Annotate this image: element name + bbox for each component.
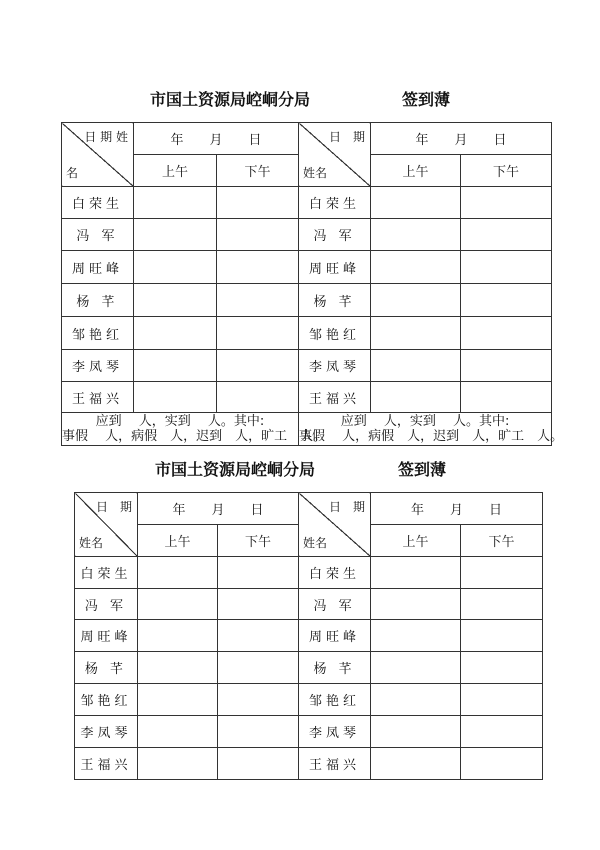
name-cell: 王福兴	[299, 748, 371, 780]
name-cell: 白荣生	[62, 187, 134, 219]
pm-sign-cell[interactable]	[217, 219, 299, 251]
am-sign-cell[interactable]	[371, 350, 461, 382]
sheet1-left-summary	[62, 413, 327, 446]
am-sign-cell[interactable]	[134, 251, 217, 284]
name-cell: 周旺峰	[75, 620, 138, 652]
summary-line-1: 应到 人，实到 人。其中:	[340, 414, 510, 429]
am-sign-cell[interactable]	[138, 684, 218, 716]
name-cell: 杨 芊	[62, 284, 134, 317]
pm-sign-cell[interactable]	[461, 219, 552, 251]
sheet2-right-date-line[interactable]: 年 月 日	[371, 493, 543, 525]
name-cell: 邹艳红	[299, 317, 371, 350]
pm-sign-cell[interactable]	[461, 716, 543, 748]
am-header: 上午	[371, 155, 461, 187]
pm-sign-cell[interactable]	[461, 652, 543, 684]
am-sign-cell[interactable]	[134, 219, 217, 251]
pm-sign-cell[interactable]	[218, 716, 299, 748]
am-sign-cell[interactable]	[138, 748, 218, 780]
am-sign-cell[interactable]	[138, 652, 218, 684]
pm-sign-cell[interactable]	[461, 251, 552, 284]
name-cell: 王福兴	[299, 382, 371, 413]
pm-sign-cell[interactable]	[218, 684, 299, 716]
am-sign-cell[interactable]	[138, 557, 218, 589]
pm-sign-cell[interactable]	[217, 317, 299, 350]
sheet1-title: 市国土资源局崆峒分局	[150, 90, 311, 109]
pm-sign-cell[interactable]	[218, 620, 299, 652]
pm-sign-cell[interactable]	[218, 748, 299, 780]
sheet1-table	[61, 122, 564, 446]
pm-header: 下午	[218, 525, 299, 557]
sheet2-title: 市国土资源局崆峒分局	[155, 460, 316, 479]
name-cell: 冯 军	[299, 589, 371, 620]
am-sign-cell[interactable]	[371, 620, 461, 652]
pm-sign-cell[interactable]	[217, 350, 299, 382]
date-label: 日 期 姓	[84, 130, 128, 144]
am-sign-cell[interactable]	[134, 350, 217, 382]
name-cell: 邹艳红	[62, 317, 134, 350]
am-header: 上午	[138, 525, 218, 557]
am-sign-cell[interactable]	[134, 284, 217, 317]
am-sign-cell[interactable]	[371, 317, 461, 350]
sheet1-right-date-line[interactable]: 年 月 日	[371, 123, 552, 155]
am-sign-cell[interactable]	[371, 284, 461, 317]
pm-sign-cell[interactable]	[461, 684, 543, 716]
pm-sign-cell[interactable]	[461, 748, 543, 780]
name-cell: 李凤琴	[299, 716, 371, 748]
sheet1-right-summary	[299, 413, 564, 446]
name-label: 姓名	[303, 166, 328, 180]
am-sign-cell[interactable]	[138, 589, 218, 620]
pm-sign-cell[interactable]	[461, 620, 543, 652]
name-cell: 王福兴	[75, 748, 138, 780]
name-cell: 冯 军	[62, 219, 134, 251]
name-cell: 白荣生	[75, 557, 138, 589]
am-sign-cell[interactable]	[134, 382, 217, 413]
am-sign-cell[interactable]	[134, 187, 217, 219]
name-cell: 周旺峰	[62, 251, 134, 284]
am-sign-cell[interactable]	[138, 716, 218, 748]
am-sign-cell[interactable]	[371, 251, 461, 284]
am-sign-cell[interactable]	[371, 589, 461, 620]
sheet2-left-date-line[interactable]: 年 月 日	[138, 493, 299, 525]
am-sign-cell[interactable]	[371, 187, 461, 219]
name-cell: 周旺峰	[299, 620, 371, 652]
pm-sign-cell[interactable]	[461, 589, 543, 620]
name-cell: 李凤琴	[75, 716, 138, 748]
name-cell: 杨 芊	[75, 652, 138, 684]
sheet2-table	[74, 492, 543, 780]
pm-header: 下午	[461, 155, 552, 187]
sheet2-right-header-cell	[299, 493, 371, 557]
pm-sign-cell[interactable]	[217, 251, 299, 284]
am-header: 上午	[134, 155, 217, 187]
sheet1-right-header-cell	[299, 123, 371, 187]
pm-sign-cell[interactable]	[217, 284, 299, 317]
name-label: 姓名	[303, 536, 328, 550]
pm-header: 下午	[461, 525, 543, 557]
name-cell: 李凤琴	[299, 350, 371, 382]
name-label: 姓名	[79, 536, 104, 550]
pm-sign-cell[interactable]	[218, 557, 299, 589]
sheet1-left-date-line[interactable]: 年 月 日	[134, 123, 299, 155]
name-cell: 冯 军	[75, 589, 138, 620]
summary-line-2: 事假 人，病假 人，迟到 人，旷工 人。	[62, 429, 327, 444]
pm-sign-cell[interactable]	[218, 589, 299, 620]
name-cell: 邹艳红	[299, 684, 371, 716]
name-label: 名	[66, 166, 79, 180]
sheet1-subtitle: 签到薄	[402, 90, 451, 109]
am-sign-cell[interactable]	[371, 652, 461, 684]
am-sign-cell[interactable]	[371, 557, 461, 589]
am-header: 上午	[371, 525, 461, 557]
sheet2-subtitle: 签到薄	[398, 460, 447, 479]
pm-sign-cell[interactable]	[461, 317, 552, 350]
sheet2-left-header-cell	[75, 493, 138, 557]
pm-sign-cell[interactable]	[217, 382, 299, 413]
am-sign-cell[interactable]	[371, 219, 461, 251]
date-label: 日 期	[329, 130, 366, 144]
summary-line-1: 应到 人，实到 人。其中:	[95, 414, 265, 429]
am-sign-cell[interactable]	[371, 716, 461, 748]
pm-sign-cell[interactable]	[461, 557, 543, 589]
name-cell: 白荣生	[299, 557, 371, 589]
pm-sign-cell[interactable]	[461, 187, 552, 219]
sheet1-left-header-cell	[62, 123, 134, 187]
am-sign-cell[interactable]	[371, 748, 461, 780]
date-label: 日 期	[95, 500, 132, 514]
am-sign-cell[interactable]	[138, 620, 218, 652]
pm-sign-cell[interactable]	[217, 187, 299, 219]
name-cell: 邹艳红	[75, 684, 138, 716]
pm-sign-cell[interactable]	[218, 652, 299, 684]
name-cell: 杨 芊	[299, 652, 371, 684]
name-cell: 冯 军	[299, 219, 371, 251]
pm-sign-cell[interactable]	[461, 382, 552, 413]
am-sign-cell[interactable]	[371, 684, 461, 716]
name-cell: 杨 芊	[299, 284, 371, 317]
pm-sign-cell[interactable]	[461, 284, 552, 317]
pm-header: 下午	[217, 155, 299, 187]
name-cell: 王福兴	[62, 382, 134, 413]
pm-sign-cell[interactable]	[461, 350, 552, 382]
name-cell: 李凤琴	[62, 350, 134, 382]
summary-line-2: 事假 人，病假 人，迟到 人，旷工 人。	[299, 429, 564, 444]
am-sign-cell[interactable]	[371, 382, 461, 413]
name-cell: 周旺峰	[299, 251, 371, 284]
am-sign-cell[interactable]	[134, 317, 217, 350]
name-cell: 白荣生	[299, 187, 371, 219]
date-label: 日 期	[329, 500, 366, 514]
